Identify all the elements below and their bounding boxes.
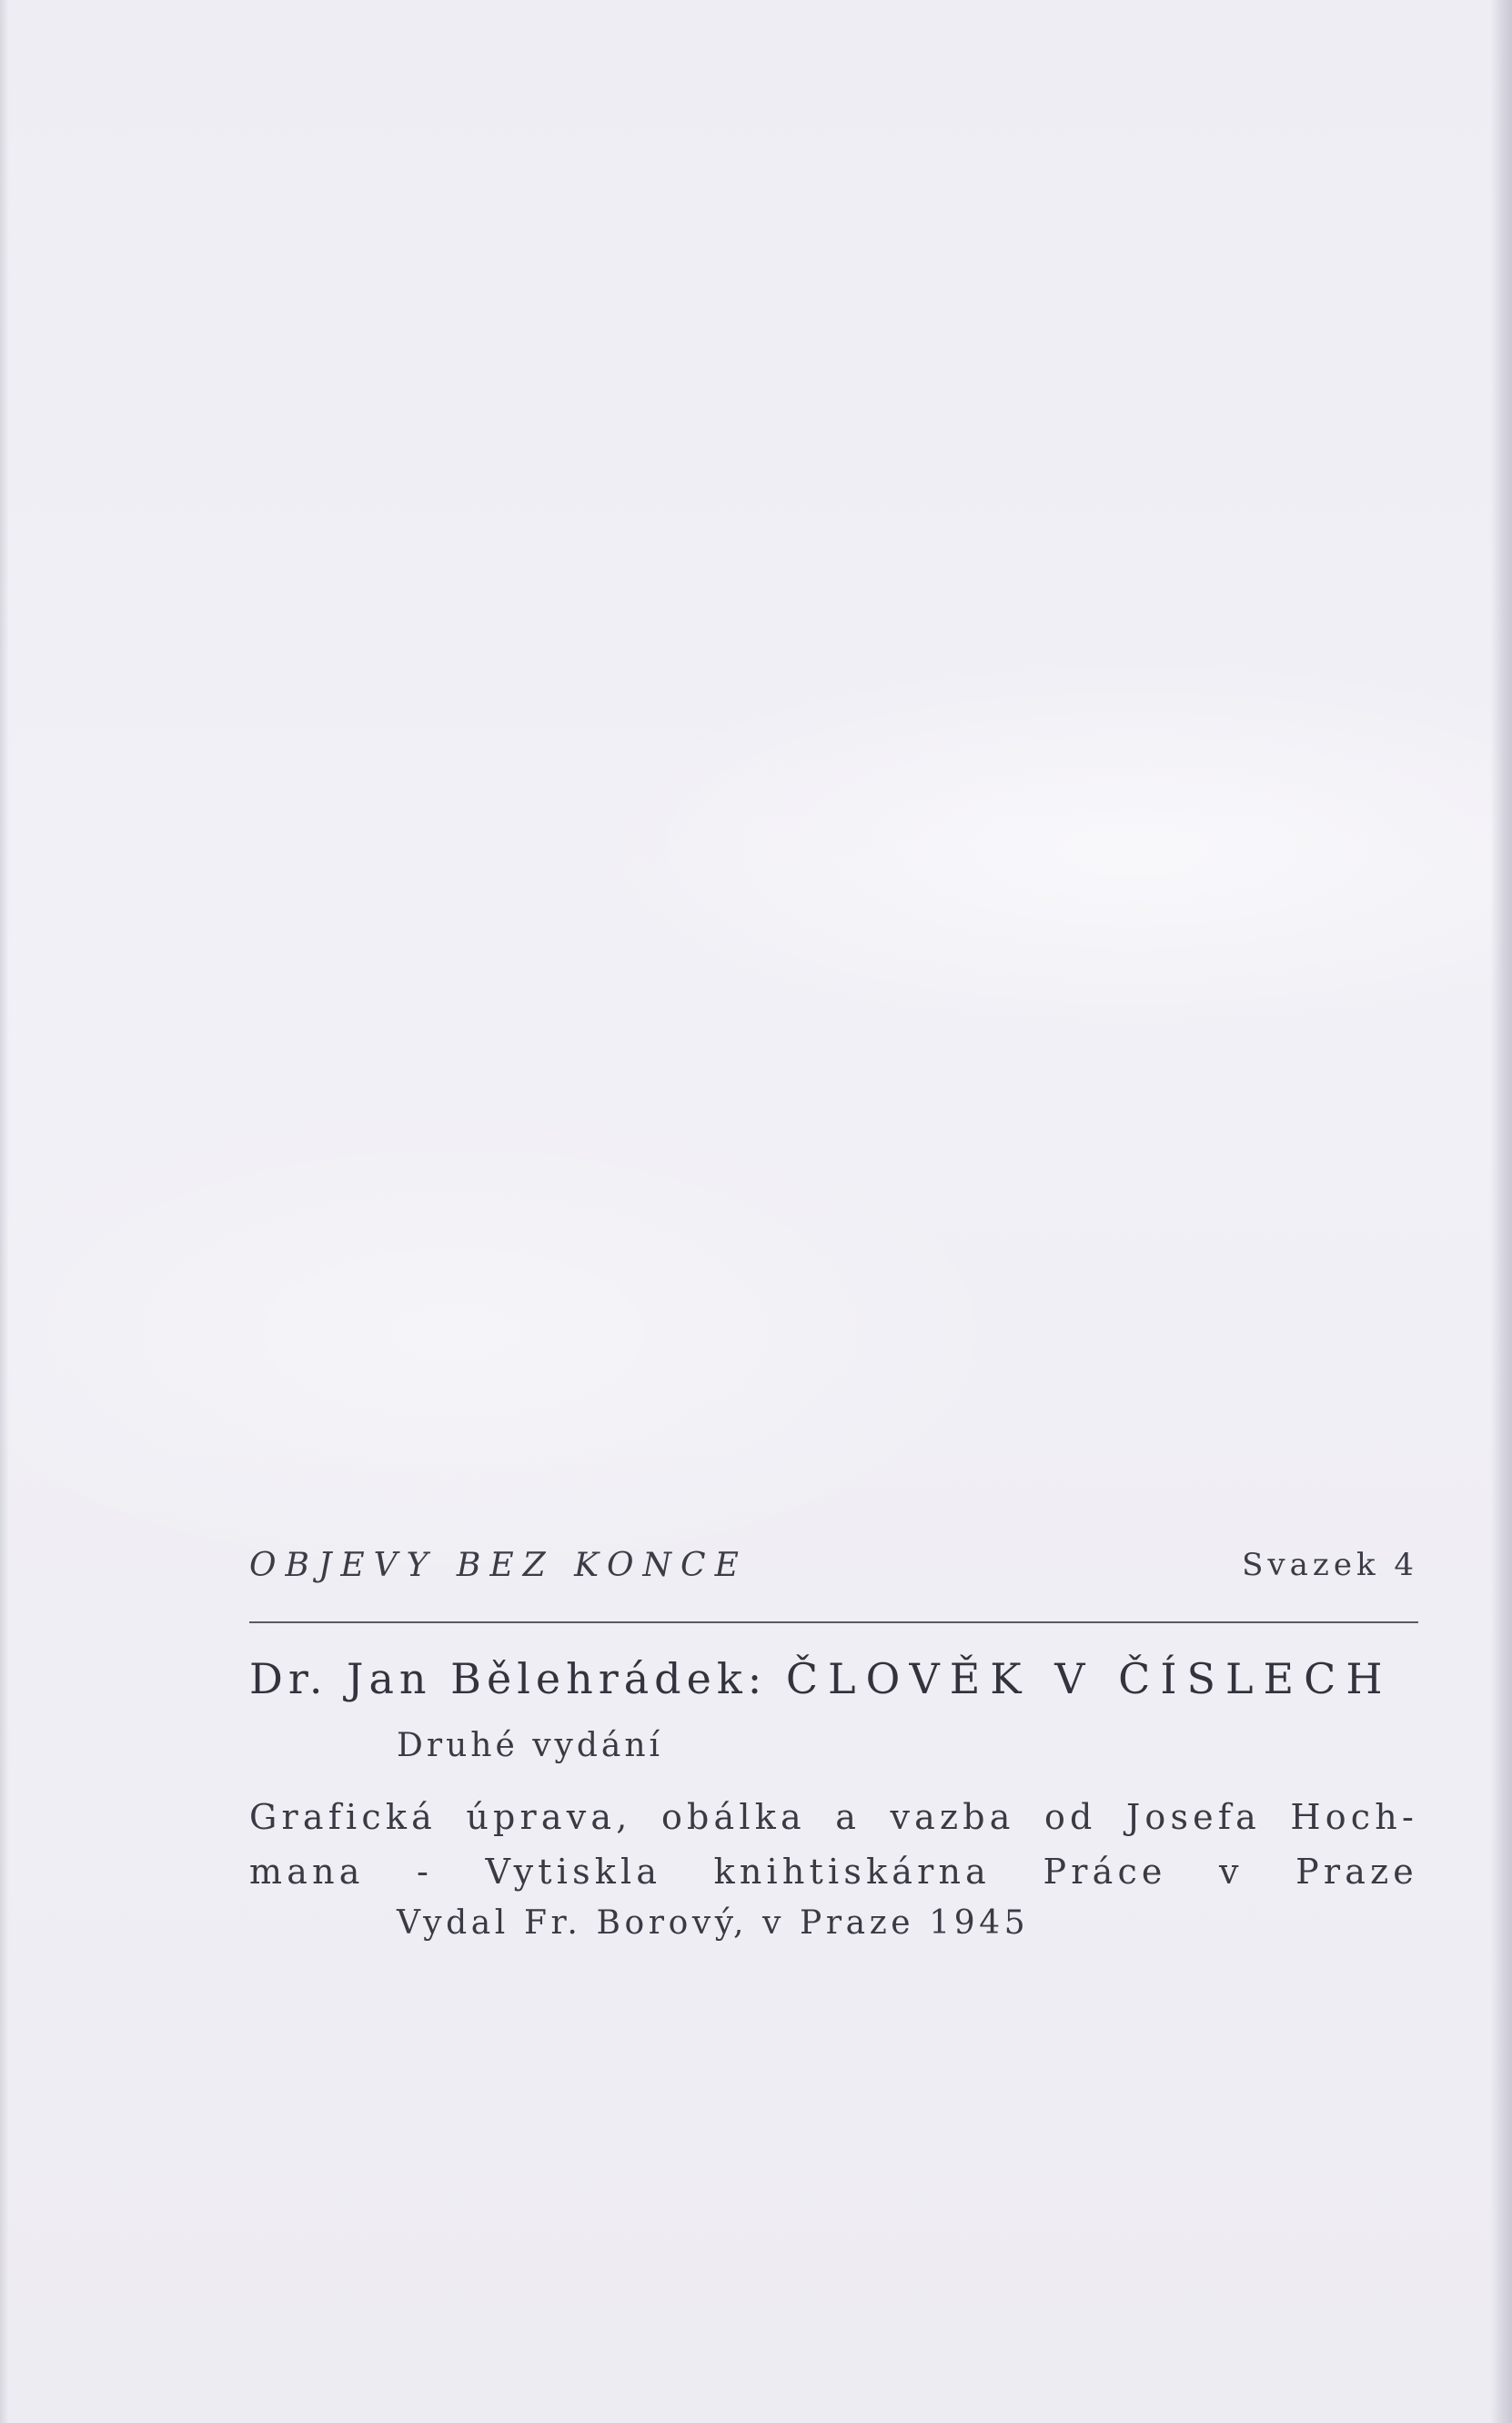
page-left-edge (0, 0, 9, 2423)
edition-note: Druhé vydání (397, 1727, 664, 1764)
series-row (249, 1547, 1418, 1601)
book-title: ČLOVĚK V ČÍSLECH (785, 1654, 1393, 1703)
horizontal-rule (249, 1621, 1418, 1623)
credits-text (249, 1790, 1418, 1899)
credits-line-2: mana - Vytiskla knihtiskárna Práce v Praze (249, 1852, 1418, 1892)
series-name: OBJEVY BEZ KONCE (249, 1547, 748, 1584)
page-right-edge (1490, 0, 1512, 2423)
author-name: Dr. Jan Bělehrádek: (249, 1654, 768, 1703)
volume-number: Svazek 4 (1242, 1547, 1418, 1583)
publisher-line: Vydal Fr. Borový, v Praze 1945 (397, 1904, 1030, 1942)
imprint-block (249, 1547, 1418, 1942)
book-title-row (249, 1654, 1418, 1703)
credits-line-1: Grafická úprava, obálka a vazba od Josefa Hoch- (249, 1797, 1418, 1837)
